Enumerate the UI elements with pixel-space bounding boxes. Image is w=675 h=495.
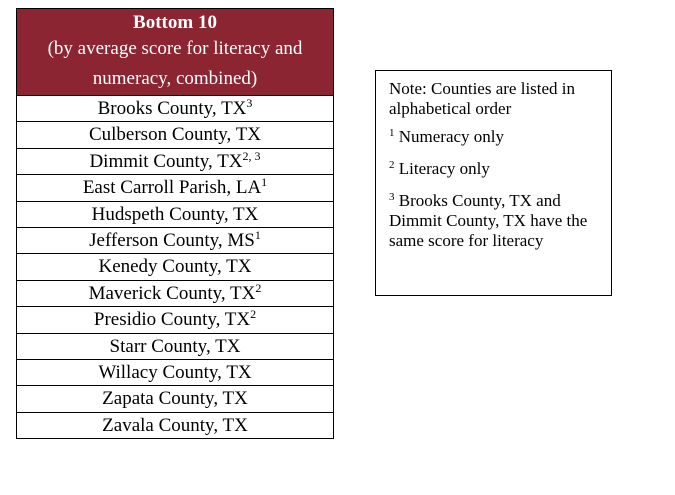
county-name: Hudspeth County, TX xyxy=(91,203,259,225)
footnote-marker: 1 xyxy=(254,227,261,242)
note-main: Note: Counties are listed in alphabetical order xyxy=(389,79,576,118)
footnote-2 xyxy=(389,159,601,179)
footnote-3-text: Brooks County, TX and Dimmit County, TX have the same score for literacy xyxy=(389,191,588,250)
footnote-1-text: Numeracy only xyxy=(394,127,505,146)
footnote-3-marker: 3 xyxy=(389,191,395,203)
table-row xyxy=(17,95,333,121)
county-name: Kenedy County, TX xyxy=(98,256,252,278)
table-header xyxy=(17,9,333,95)
county-name: Zapata County, TX xyxy=(102,388,248,410)
footnote-marker: 2 xyxy=(250,307,257,322)
table-row xyxy=(17,385,333,411)
county-name: Dimmit County, TX xyxy=(89,150,243,172)
table-row xyxy=(17,280,333,306)
footnote-1 xyxy=(389,127,601,147)
footnote-2-marker: 2 xyxy=(389,159,395,171)
footnote-marker: 2 xyxy=(255,280,262,295)
table-row xyxy=(17,412,333,438)
table-title: Bottom 10 xyxy=(133,12,217,33)
county-name: Culberson County, TX xyxy=(88,124,262,146)
table-row xyxy=(17,253,333,279)
table-row xyxy=(17,121,333,147)
county-name: Brooks County, TX xyxy=(97,98,247,119)
county-name: Jefferson County, MS xyxy=(89,229,255,251)
county-name: East Carroll Parish, LA xyxy=(82,177,262,199)
footnote-1-marker: 1 xyxy=(389,127,395,139)
notes-box xyxy=(375,70,612,296)
footnote-marker: 2, 3 xyxy=(242,148,261,163)
table-row xyxy=(17,201,333,227)
table-row xyxy=(17,306,333,332)
table-subtitle-line1: (by average score for literacy and xyxy=(47,38,303,59)
table-row xyxy=(17,148,333,174)
county-name: Presidio County, TX xyxy=(93,309,251,331)
footnote-marker: 1 xyxy=(261,175,268,190)
table-row xyxy=(17,333,333,359)
table-row xyxy=(17,227,333,253)
county-name: Starr County, TX xyxy=(109,335,241,357)
table-subtitle-line2: numeracy, combined) xyxy=(92,68,258,89)
county-name: Willacy County, TX xyxy=(98,361,252,383)
bottom-10-table xyxy=(16,8,334,439)
county-name: Maverick County, TX xyxy=(88,282,256,304)
footnote-2-text: Literacy only xyxy=(394,159,490,178)
footnote-marker: 3 xyxy=(246,96,253,110)
table-row xyxy=(17,174,333,200)
county-name: Zavala County, TX xyxy=(102,414,248,436)
footnote-3 xyxy=(389,191,601,251)
table-row xyxy=(17,359,333,385)
